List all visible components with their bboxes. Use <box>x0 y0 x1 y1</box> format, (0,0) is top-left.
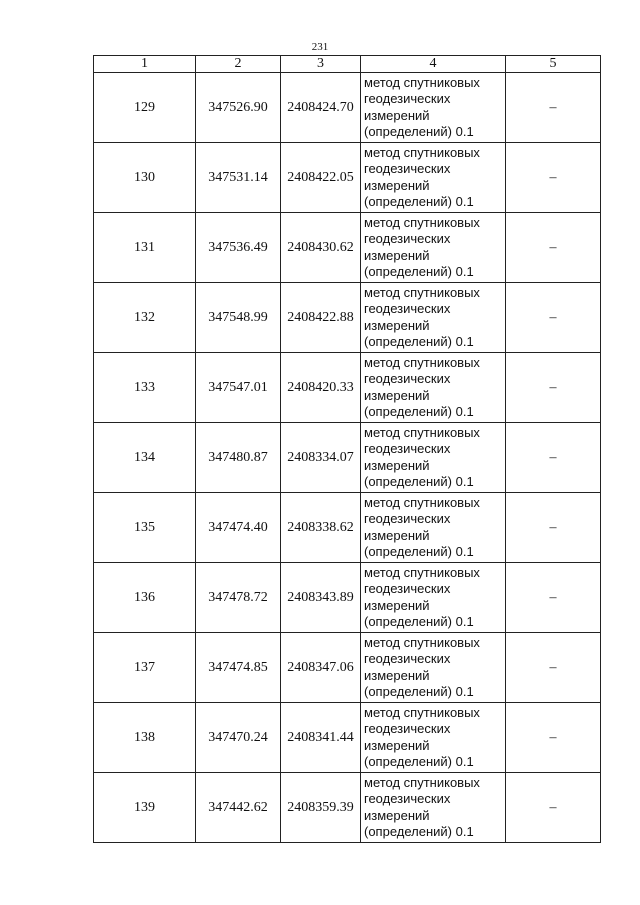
y-coordinate-cell: 2408422.88 <box>281 283 361 353</box>
method-text-line: геодезических <box>364 91 451 106</box>
method-text-line: (определений) 0.1 <box>364 474 474 489</box>
method-text-line: измерений <box>364 317 430 333</box>
method-cell <box>361 703 506 773</box>
point-number-cell: 137 <box>94 633 196 703</box>
method-text-line: метод спутниковых <box>364 704 480 720</box>
method-text-line: геодезических <box>364 371 451 386</box>
column-header-2: 2 <box>196 56 281 73</box>
column-header-5: 5 <box>506 56 601 73</box>
method-text-line: метод спутниковых <box>364 74 480 90</box>
method-cell <box>361 213 506 283</box>
method-cell <box>361 143 506 213</box>
method-text-line: измерений <box>364 387 430 403</box>
coordinates-table <box>93 55 601 843</box>
header-row <box>94 56 601 73</box>
method-cell <box>361 493 506 563</box>
method-text-line: (определений) 0.1 <box>364 544 474 559</box>
table-row <box>94 703 601 773</box>
method-cell <box>361 353 506 423</box>
note-cell: – <box>506 213 601 283</box>
table-row <box>94 563 601 633</box>
method-text-line: метод спутниковых <box>364 634 480 650</box>
method-text-line: измерений <box>364 597 430 613</box>
method-cell <box>361 563 506 633</box>
method-text-line: геодезических <box>364 651 451 666</box>
table-row <box>94 213 601 283</box>
method-text-line: (определений) 0.1 <box>364 194 474 209</box>
table-header <box>94 56 601 73</box>
method-text-line: измерений <box>364 807 430 823</box>
method-text-line: (определений) 0.1 <box>364 614 474 629</box>
method-text-line: измерений <box>364 667 430 683</box>
point-number-cell: 129 <box>94 73 196 143</box>
table-body <box>94 73 601 843</box>
method-text-line: (определений) 0.1 <box>364 754 474 769</box>
method-text-line: метод спутниковых <box>364 774 480 790</box>
point-number-cell: 134 <box>94 423 196 493</box>
method-text-line: измерений <box>364 737 430 753</box>
method-cell <box>361 423 506 493</box>
method-text-line: метод спутниковых <box>364 284 480 300</box>
column-header-4: 4 <box>361 56 506 73</box>
method-text-line: геодезических <box>364 581 451 596</box>
point-number-cell: 133 <box>94 353 196 423</box>
method-text-line: измерений <box>364 107 430 123</box>
method-text-line: измерений <box>364 247 430 263</box>
note-cell: – <box>506 353 601 423</box>
column-header-3: 3 <box>281 56 361 73</box>
point-number-cell: 138 <box>94 703 196 773</box>
method-text-line: метод спутниковых <box>364 214 480 230</box>
x-coordinate-cell: 347548.99 <box>196 283 281 353</box>
table-row <box>94 353 601 423</box>
x-coordinate-cell: 347478.72 <box>196 563 281 633</box>
method-text-line: (определений) 0.1 <box>364 824 474 839</box>
x-coordinate-cell: 347480.87 <box>196 423 281 493</box>
method-text-line: метод спутниковых <box>364 144 480 160</box>
y-coordinate-cell: 2408334.07 <box>281 423 361 493</box>
y-coordinate-cell: 2408347.06 <box>281 633 361 703</box>
point-number-cell: 139 <box>94 773 196 843</box>
page-number: 231 <box>311 41 329 53</box>
x-coordinate-cell: 347474.40 <box>196 493 281 563</box>
table-row <box>94 493 601 563</box>
method-text-line: измерений <box>364 527 430 543</box>
y-coordinate-cell: 2408430.62 <box>281 213 361 283</box>
y-coordinate-cell: 2408422.05 <box>281 143 361 213</box>
note-cell: – <box>506 563 601 633</box>
table-row <box>94 143 601 213</box>
x-coordinate-cell: 347474.85 <box>196 633 281 703</box>
x-coordinate-cell: 347442.62 <box>196 773 281 843</box>
y-coordinate-cell: 2408338.62 <box>281 493 361 563</box>
table-row <box>94 283 601 353</box>
y-coordinate-cell: 2408341.44 <box>281 703 361 773</box>
point-number-cell: 136 <box>94 563 196 633</box>
y-coordinate-cell: 2408420.33 <box>281 353 361 423</box>
method-text-line: геодезических <box>364 161 451 176</box>
method-cell <box>361 73 506 143</box>
method-text-line: (определений) 0.1 <box>364 264 474 279</box>
note-cell: – <box>506 143 601 213</box>
note-cell: – <box>506 283 601 353</box>
y-coordinate-cell: 2408343.89 <box>281 563 361 633</box>
method-cell <box>361 283 506 353</box>
point-number-cell: 130 <box>94 143 196 213</box>
point-number-cell: 132 <box>94 283 196 353</box>
method-text-line: геодезических <box>364 441 451 456</box>
note-cell: – <box>506 633 601 703</box>
note-cell: – <box>506 423 601 493</box>
table-row <box>94 633 601 703</box>
column-header-1: 1 <box>94 56 196 73</box>
x-coordinate-cell: 347547.01 <box>196 353 281 423</box>
point-number-cell: 131 <box>94 213 196 283</box>
table-row <box>94 423 601 493</box>
method-text-line: метод спутниковых <box>364 494 480 510</box>
method-text-line: (определений) 0.1 <box>364 684 474 699</box>
method-text-line: измерений <box>364 177 430 193</box>
method-text-line: геодезических <box>364 511 451 526</box>
y-coordinate-cell: 2408424.70 <box>281 73 361 143</box>
y-coordinate-cell: 2408359.39 <box>281 773 361 843</box>
method-text-line: геодезических <box>364 791 451 806</box>
x-coordinate-cell: 347470.24 <box>196 703 281 773</box>
method-text-line: метод спутниковых <box>364 424 480 440</box>
note-cell: – <box>506 773 601 843</box>
method-text-line: (определений) 0.1 <box>364 404 474 419</box>
method-text-line: метод спутниковых <box>364 354 480 370</box>
table-row <box>94 773 601 843</box>
x-coordinate-cell: 347526.90 <box>196 73 281 143</box>
note-cell: – <box>506 73 601 143</box>
method-text-line: (определений) 0.1 <box>364 334 474 349</box>
method-text-line: метод спутниковых <box>364 564 480 580</box>
method-text-line: измерений <box>364 457 430 473</box>
note-cell: – <box>506 493 601 563</box>
method-cell <box>361 633 506 703</box>
x-coordinate-cell: 347536.49 <box>196 213 281 283</box>
method-cell <box>361 773 506 843</box>
method-text-line: геодезических <box>364 231 451 246</box>
table-row <box>94 73 601 143</box>
method-text-line: (определений) 0.1 <box>364 124 474 139</box>
method-text-line: геодезических <box>364 721 451 736</box>
note-cell: – <box>506 703 601 773</box>
x-coordinate-cell: 347531.14 <box>196 143 281 213</box>
method-text-line: геодезических <box>364 301 451 316</box>
point-number-cell: 135 <box>94 493 196 563</box>
